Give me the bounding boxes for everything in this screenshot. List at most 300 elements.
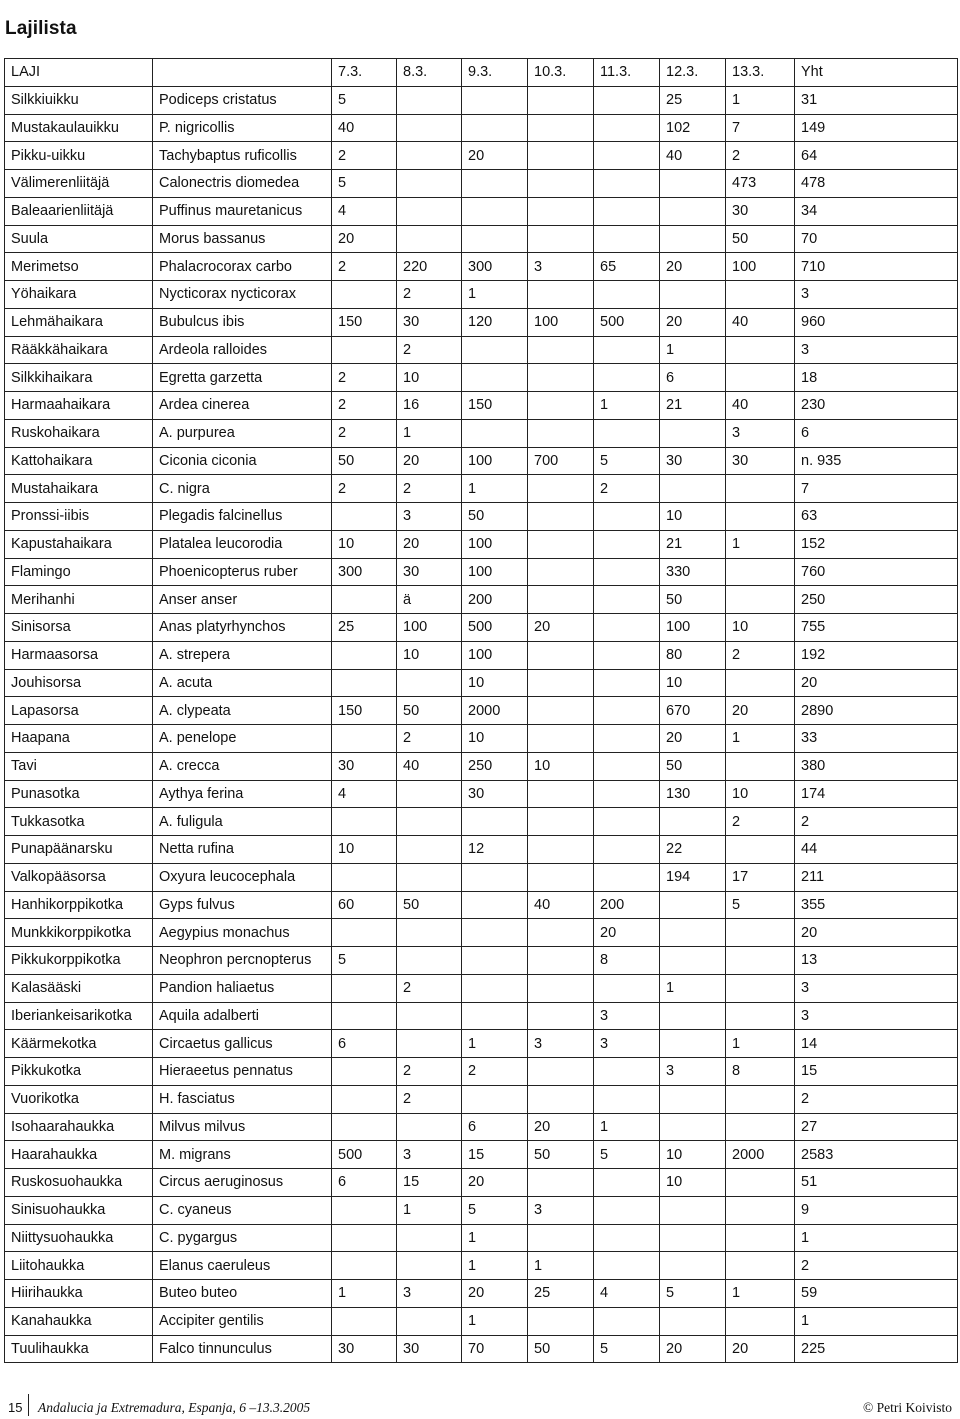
table-cell xyxy=(332,641,397,669)
table-cell: 2 xyxy=(726,808,795,836)
table-cell: 50 xyxy=(528,1335,594,1363)
table-cell: 100 xyxy=(397,614,462,642)
table-cell xyxy=(528,475,594,503)
table-cell xyxy=(594,780,660,808)
table-cell xyxy=(594,1058,660,1086)
table-row xyxy=(5,1252,958,1280)
table-cell: 2 xyxy=(462,1058,528,1086)
table-cell xyxy=(660,1030,726,1058)
table-cell: 5 xyxy=(726,891,795,919)
table-cell: 21 xyxy=(660,530,726,558)
table-cell xyxy=(462,919,528,947)
species-table xyxy=(4,58,958,1363)
table-cell: Mustahaikara xyxy=(5,475,153,503)
table-cell: 2 xyxy=(332,142,397,170)
table-cell: Silkkiuikku xyxy=(5,86,153,114)
table-cell xyxy=(726,1085,795,1113)
table-cell: Hiirihaukka xyxy=(5,1280,153,1308)
table-cell: 8 xyxy=(594,947,660,975)
table-cell: 30 xyxy=(660,447,726,475)
table-cell: 1 xyxy=(726,530,795,558)
table-cell: 20 xyxy=(795,669,958,697)
table-cell xyxy=(594,558,660,586)
table-cell xyxy=(528,170,594,198)
table-cell xyxy=(528,1058,594,1086)
page-title: Lajilista xyxy=(5,18,77,39)
table-cell xyxy=(462,974,528,1002)
table-cell: 3 xyxy=(660,1058,726,1086)
table-cell: 10 xyxy=(660,503,726,531)
table-cell: Sinisorsa xyxy=(5,614,153,642)
table-cell: 120 xyxy=(462,308,528,336)
table-cell: 3 xyxy=(397,1141,462,1169)
table-cell: 6 xyxy=(332,1169,397,1197)
table-cell xyxy=(462,891,528,919)
table-row xyxy=(5,586,958,614)
table-cell: 230 xyxy=(795,392,958,420)
table-cell: P. nigricollis xyxy=(153,114,332,142)
table-cell xyxy=(528,808,594,836)
table-cell: 100 xyxy=(462,641,528,669)
table-cell xyxy=(726,475,795,503)
table-cell: 4 xyxy=(332,197,397,225)
table-cell: 20 xyxy=(726,1335,795,1363)
table-cell: 16 xyxy=(397,392,462,420)
table-cell: 100 xyxy=(528,308,594,336)
table-row xyxy=(5,947,958,975)
table-cell xyxy=(528,86,594,114)
table-row xyxy=(5,1169,958,1197)
table-cell xyxy=(528,641,594,669)
table-cell: 5 xyxy=(594,1141,660,1169)
table-cell xyxy=(594,197,660,225)
table-cell: 30 xyxy=(726,447,795,475)
table-cell: 8 xyxy=(726,1058,795,1086)
table-cell xyxy=(594,1169,660,1197)
table-row xyxy=(5,281,958,309)
table-cell: Sinisuohaukka xyxy=(5,1196,153,1224)
table-row xyxy=(5,170,958,198)
table-cell: 30 xyxy=(397,308,462,336)
table-cell xyxy=(726,1224,795,1252)
table-cell: 20 xyxy=(332,225,397,253)
table-cell: 9 xyxy=(795,1196,958,1224)
table-row xyxy=(5,530,958,558)
table-cell: Lapasorsa xyxy=(5,697,153,725)
table-cell xyxy=(594,419,660,447)
table-cell xyxy=(594,836,660,864)
table-cell: Käärmekotka xyxy=(5,1030,153,1058)
table-cell: 174 xyxy=(795,780,958,808)
table-cell: 20 xyxy=(594,919,660,947)
table-cell: 2890 xyxy=(795,697,958,725)
table-cell: Haapana xyxy=(5,725,153,753)
table-cell: 1 xyxy=(462,281,528,309)
table-cell: 760 xyxy=(795,558,958,586)
table-row xyxy=(5,308,958,336)
table-cell xyxy=(660,1196,726,1224)
table-cell xyxy=(332,974,397,1002)
table-cell xyxy=(594,808,660,836)
table-cell: 5 xyxy=(462,1196,528,1224)
table-cell: Punasotka xyxy=(5,780,153,808)
table-cell: Flamingo xyxy=(5,558,153,586)
table-cell: 63 xyxy=(795,503,958,531)
table-cell: 15 xyxy=(795,1058,958,1086)
table-cell: Morus bassanus xyxy=(153,225,332,253)
table-cell xyxy=(726,1196,795,1224)
table-cell: Suula xyxy=(5,225,153,253)
table-cell xyxy=(726,947,795,975)
table-cell: 5 xyxy=(332,947,397,975)
table-cell: Buteo buteo xyxy=(153,1280,332,1308)
table-cell: A. clypeata xyxy=(153,697,332,725)
table-cell: C. pygargus xyxy=(153,1224,332,1252)
table-cell: Circaetus gallicus xyxy=(153,1030,332,1058)
table-cell: 50 xyxy=(528,1141,594,1169)
table-cell xyxy=(462,364,528,392)
table-cell: 1 xyxy=(726,1280,795,1308)
table-cell xyxy=(594,170,660,198)
table-cell xyxy=(660,419,726,447)
table-cell: Platalea leucorodia xyxy=(153,530,332,558)
table-cell xyxy=(594,364,660,392)
table-cell: 2 xyxy=(397,1058,462,1086)
table-cell: Circus aeruginosus xyxy=(153,1169,332,1197)
table-cell xyxy=(726,1169,795,1197)
table-cell xyxy=(594,586,660,614)
table-cell: Falco tinnunculus xyxy=(153,1335,332,1363)
table-cell xyxy=(660,1002,726,1030)
table-cell xyxy=(528,197,594,225)
table-cell xyxy=(462,86,528,114)
table-cell: 9.3. xyxy=(462,59,528,87)
table-cell xyxy=(660,891,726,919)
table-cell: Milvus milvus xyxy=(153,1113,332,1141)
table-cell: Elanus caeruleus xyxy=(153,1252,332,1280)
table-cell xyxy=(594,752,660,780)
table-cell: 20 xyxy=(795,919,958,947)
table-cell xyxy=(528,281,594,309)
table-cell: Merihanhi xyxy=(5,586,153,614)
table-cell xyxy=(528,669,594,697)
table-cell: 100 xyxy=(726,253,795,281)
table-cell xyxy=(528,1085,594,1113)
table-cell xyxy=(332,919,397,947)
table-cell: Ardea cinerea xyxy=(153,392,332,420)
table-cell: 15 xyxy=(397,1169,462,1197)
table-cell xyxy=(528,503,594,531)
table-row xyxy=(5,1307,958,1335)
table-cell xyxy=(726,336,795,364)
table-row xyxy=(5,725,958,753)
table-cell: 30 xyxy=(332,752,397,780)
table-cell: Phalacrocorax carbo xyxy=(153,253,332,281)
table-cell: 1 xyxy=(397,419,462,447)
table-cell xyxy=(332,1085,397,1113)
table-cell: C. nigra xyxy=(153,475,332,503)
table-cell: 5 xyxy=(660,1280,726,1308)
table-cell: 1 xyxy=(594,1113,660,1141)
table-cell: 1 xyxy=(332,1280,397,1308)
table-cell: 2 xyxy=(397,336,462,364)
table-cell xyxy=(462,419,528,447)
table-cell: Phoenicopterus ruber xyxy=(153,558,332,586)
table-cell xyxy=(594,503,660,531)
table-cell xyxy=(528,419,594,447)
table-cell: 1 xyxy=(795,1224,958,1252)
table-cell: 20 xyxy=(726,697,795,725)
table-cell xyxy=(660,808,726,836)
table-cell: 5 xyxy=(332,170,397,198)
table-cell xyxy=(660,1085,726,1113)
table-cell: 2 xyxy=(332,475,397,503)
table-cell: 3 xyxy=(594,1030,660,1058)
page-number: 15 xyxy=(8,1400,23,1415)
table-cell: Yöhaikara xyxy=(5,281,153,309)
table-cell: 12 xyxy=(462,836,528,864)
table-cell xyxy=(594,863,660,891)
table-cell: 17 xyxy=(726,863,795,891)
table-cell xyxy=(397,197,462,225)
table-cell xyxy=(594,1307,660,1335)
table-cell: 192 xyxy=(795,641,958,669)
table-cell xyxy=(594,142,660,170)
table-cell xyxy=(528,1224,594,1252)
table-cell: 3 xyxy=(528,1030,594,1058)
table-cell: ä xyxy=(397,586,462,614)
table-cell: 40 xyxy=(660,142,726,170)
table-cell xyxy=(462,225,528,253)
table-cell xyxy=(528,530,594,558)
table-cell: 1 xyxy=(462,1030,528,1058)
table-cell: Aythya ferina xyxy=(153,780,332,808)
table-row xyxy=(5,974,958,1002)
table-cell: 10 xyxy=(332,530,397,558)
table-cell: 960 xyxy=(795,308,958,336)
table-cell: 670 xyxy=(660,697,726,725)
table-cell: Lehmähaikara xyxy=(5,308,153,336)
table-row xyxy=(5,336,958,364)
table-cell: 1 xyxy=(462,475,528,503)
table-cell: 150 xyxy=(332,697,397,725)
table-cell: 2000 xyxy=(462,697,528,725)
table-cell: 4 xyxy=(594,1280,660,1308)
table-cell: 1 xyxy=(660,974,726,1002)
table-cell: 50 xyxy=(660,752,726,780)
table-cell: 1 xyxy=(397,1196,462,1224)
table-cell: 1 xyxy=(462,1224,528,1252)
table-row xyxy=(5,253,958,281)
table-row xyxy=(5,197,958,225)
table-cell xyxy=(397,1307,462,1335)
table-cell: 3 xyxy=(397,1280,462,1308)
table-row xyxy=(5,419,958,447)
table-cell: H. fasciatus xyxy=(153,1085,332,1113)
table-cell xyxy=(462,1002,528,1030)
table-cell: 7 xyxy=(726,114,795,142)
table-cell: 2 xyxy=(726,142,795,170)
table-row xyxy=(5,1335,958,1363)
table-cell xyxy=(528,725,594,753)
table-cell xyxy=(528,863,594,891)
table-cell: Kattohaikara xyxy=(5,447,153,475)
table-cell: Yht xyxy=(795,59,958,87)
table-cell: Punapäänarsku xyxy=(5,836,153,864)
table-cell: Oxyura leucocephala xyxy=(153,863,332,891)
table-cell: 3 xyxy=(795,1002,958,1030)
table-cell: Plegadis falcinellus xyxy=(153,503,332,531)
table-cell xyxy=(397,863,462,891)
table-cell: 3 xyxy=(528,253,594,281)
table-cell xyxy=(332,808,397,836)
table-cell: 100 xyxy=(462,558,528,586)
table-row xyxy=(5,1141,958,1169)
table-row xyxy=(5,780,958,808)
table-cell: Kalasääski xyxy=(5,974,153,1002)
table-cell: 50 xyxy=(397,697,462,725)
table-cell: 2583 xyxy=(795,1141,958,1169)
table-cell xyxy=(660,170,726,198)
table-cell xyxy=(528,586,594,614)
table-cell xyxy=(594,1252,660,1280)
table-cell: 2 xyxy=(397,725,462,753)
table-cell: A. fuligula xyxy=(153,808,332,836)
table-cell: 300 xyxy=(462,253,528,281)
table-cell: 70 xyxy=(462,1335,528,1363)
table-cell xyxy=(726,836,795,864)
table-cell: 10 xyxy=(726,614,795,642)
table-cell: 2 xyxy=(594,475,660,503)
table-cell xyxy=(528,336,594,364)
table-cell: 33 xyxy=(795,725,958,753)
table-cell: 20 xyxy=(397,447,462,475)
table-cell: Pronssi-iibis xyxy=(5,503,153,531)
table-cell xyxy=(528,780,594,808)
table-cell: 5 xyxy=(594,1335,660,1363)
table-cell: 20 xyxy=(528,614,594,642)
table-cell: Kanahaukka xyxy=(5,1307,153,1335)
table-cell: 710 xyxy=(795,253,958,281)
table-cell: Merimetso xyxy=(5,253,153,281)
table-cell: 250 xyxy=(795,586,958,614)
table-cell: 25 xyxy=(660,86,726,114)
table-cell: 7 xyxy=(795,475,958,503)
table-cell xyxy=(594,225,660,253)
table-cell: 10 xyxy=(462,669,528,697)
table-cell xyxy=(153,59,332,87)
table-cell: 10.3. xyxy=(528,59,594,87)
trip-title: Andalucia ja Extremadura, Espanja, 6 –13.3.2005 xyxy=(38,1400,311,1415)
table-cell xyxy=(726,919,795,947)
table-cell: 3 xyxy=(594,1002,660,1030)
table-row xyxy=(5,1113,958,1141)
table-cell: A. acuta xyxy=(153,669,332,697)
table-cell xyxy=(726,281,795,309)
table-cell: Netta rufina xyxy=(153,836,332,864)
table-cell: 10 xyxy=(332,836,397,864)
table-cell: 150 xyxy=(462,392,528,420)
table-row xyxy=(5,86,958,114)
table-cell: Tachybaptus ruficollis xyxy=(153,142,332,170)
table-cell xyxy=(594,614,660,642)
table-cell xyxy=(726,752,795,780)
table-cell: 80 xyxy=(660,641,726,669)
table-cell: Accipiter gentilis xyxy=(153,1307,332,1335)
table-cell: Ruskosuohaukka xyxy=(5,1169,153,1197)
page-footer xyxy=(0,1390,960,1419)
table-cell xyxy=(528,1169,594,1197)
table-cell: 10 xyxy=(660,1169,726,1197)
table-cell: 355 xyxy=(795,891,958,919)
table-cell: Hanhikorppikotka xyxy=(5,891,153,919)
table-row xyxy=(5,919,958,947)
table-cell xyxy=(594,1196,660,1224)
table-cell: Gyps fulvus xyxy=(153,891,332,919)
table-cell: 1 xyxy=(528,1252,594,1280)
table-cell xyxy=(397,1030,462,1058)
table-cell: 25 xyxy=(528,1280,594,1308)
table-row xyxy=(5,808,958,836)
table-cell: Kapustahaikara xyxy=(5,530,153,558)
table-cell: 3 xyxy=(795,336,958,364)
table-row xyxy=(5,1280,958,1308)
table-cell xyxy=(332,1058,397,1086)
table-cell: 10 xyxy=(397,641,462,669)
table-cell: Anser anser xyxy=(153,586,332,614)
table-header-row xyxy=(5,59,958,87)
table-cell: Pikku-uikku xyxy=(5,142,153,170)
table-cell xyxy=(726,1307,795,1335)
table-cell xyxy=(660,197,726,225)
table-cell: 380 xyxy=(795,752,958,780)
table-cell: M. migrans xyxy=(153,1141,332,1169)
table-cell: Haarahaukka xyxy=(5,1141,153,1169)
table-cell: 225 xyxy=(795,1335,958,1363)
table-cell xyxy=(594,1224,660,1252)
table-cell: 7.3. xyxy=(332,59,397,87)
table-cell: A. penelope xyxy=(153,725,332,753)
table-cell: Hieraeetus pennatus xyxy=(153,1058,332,1086)
table-cell xyxy=(332,586,397,614)
table-cell xyxy=(726,364,795,392)
table-cell xyxy=(397,1252,462,1280)
table-cell xyxy=(594,641,660,669)
table-cell xyxy=(726,974,795,1002)
table-row xyxy=(5,558,958,586)
table-cell xyxy=(594,974,660,1002)
table-cell xyxy=(528,974,594,1002)
table-row xyxy=(5,1196,958,1224)
table-cell xyxy=(528,142,594,170)
table-cell xyxy=(726,1113,795,1141)
table-cell: 2 xyxy=(397,475,462,503)
table-cell: 6 xyxy=(462,1113,528,1141)
copyright-credit: © Petri Koivisto xyxy=(862,1400,952,1415)
table-cell xyxy=(528,114,594,142)
table-cell: 14 xyxy=(795,1030,958,1058)
table-row xyxy=(5,364,958,392)
table-cell: 1 xyxy=(594,392,660,420)
table-cell: 130 xyxy=(660,780,726,808)
table-cell: 500 xyxy=(594,308,660,336)
table-cell xyxy=(332,1307,397,1335)
table-cell: 1 xyxy=(726,86,795,114)
table-row xyxy=(5,392,958,420)
table-cell xyxy=(397,808,462,836)
table-cell: 30 xyxy=(462,780,528,808)
table-cell: 20 xyxy=(462,1280,528,1308)
